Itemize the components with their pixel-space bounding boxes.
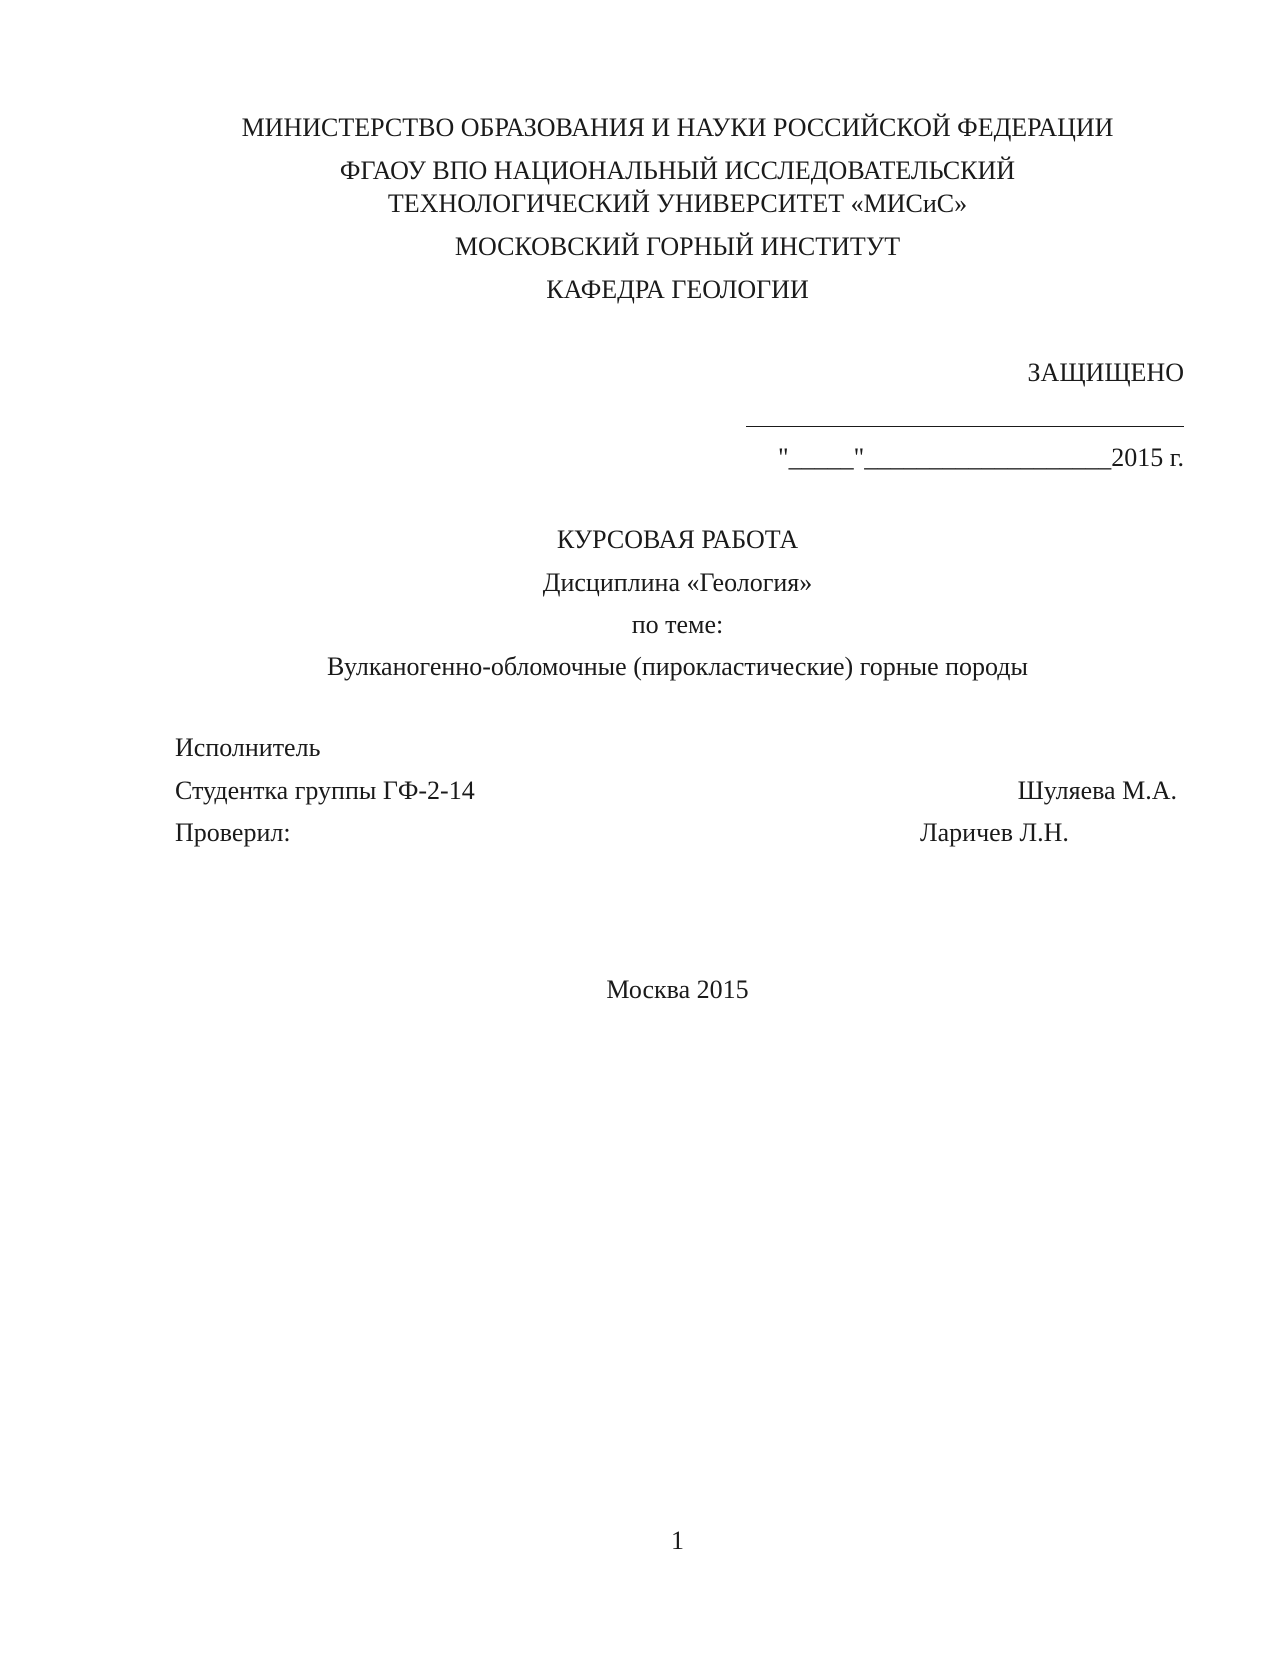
student-group-label: Студентка группы ГФ-2-14 xyxy=(175,776,475,805)
signature-line xyxy=(746,426,1184,427)
work-type-title: КУРСОВАЯ РАБОТА xyxy=(556,525,799,554)
topic-label: по теме: xyxy=(631,610,724,639)
approval-date-line: "_____"___________________2015 г. xyxy=(778,443,1184,472)
topic-title: Вулканогенно-обломочные (пирокластические) горные породы xyxy=(326,652,1028,681)
university-line-2: ТЕХНОЛОГИЧЕСКИЙ УНИВЕРСИТЕТ «МИСиС» xyxy=(387,189,968,218)
performer-label: Исполнитель xyxy=(175,733,321,762)
institute-heading: МОСКОВСКИЙ ГОРНЫЙ ИНСТИТУТ xyxy=(454,232,901,261)
approval-label: ЗАЩИЩЕНО xyxy=(1027,358,1184,387)
department-heading: КАФЕДРА ГЕОЛОГИИ xyxy=(546,275,809,304)
university-line-1: ФГАОУ ВПО НАЦИОНАЛЬНЫЙ ИССЛЕДОВАТЕЛЬСКИЙ xyxy=(339,156,1016,185)
student-name: Шуляева М.А. xyxy=(1017,776,1177,805)
checker-label: Проверил: xyxy=(175,818,291,847)
city-year: Москва 2015 xyxy=(606,975,749,1004)
checker-name: Ларичев Л.Н. xyxy=(920,818,1069,847)
page-number: 1 xyxy=(671,1526,684,1555)
discipline-line: Дисциплина «Геология» xyxy=(542,568,813,597)
ministry-heading: МИНИСТЕРСТВО ОБРАЗОВАНИЯ И НАУКИ РОССИЙСКОЙ ФЕДЕРАЦИИ xyxy=(241,113,1114,142)
